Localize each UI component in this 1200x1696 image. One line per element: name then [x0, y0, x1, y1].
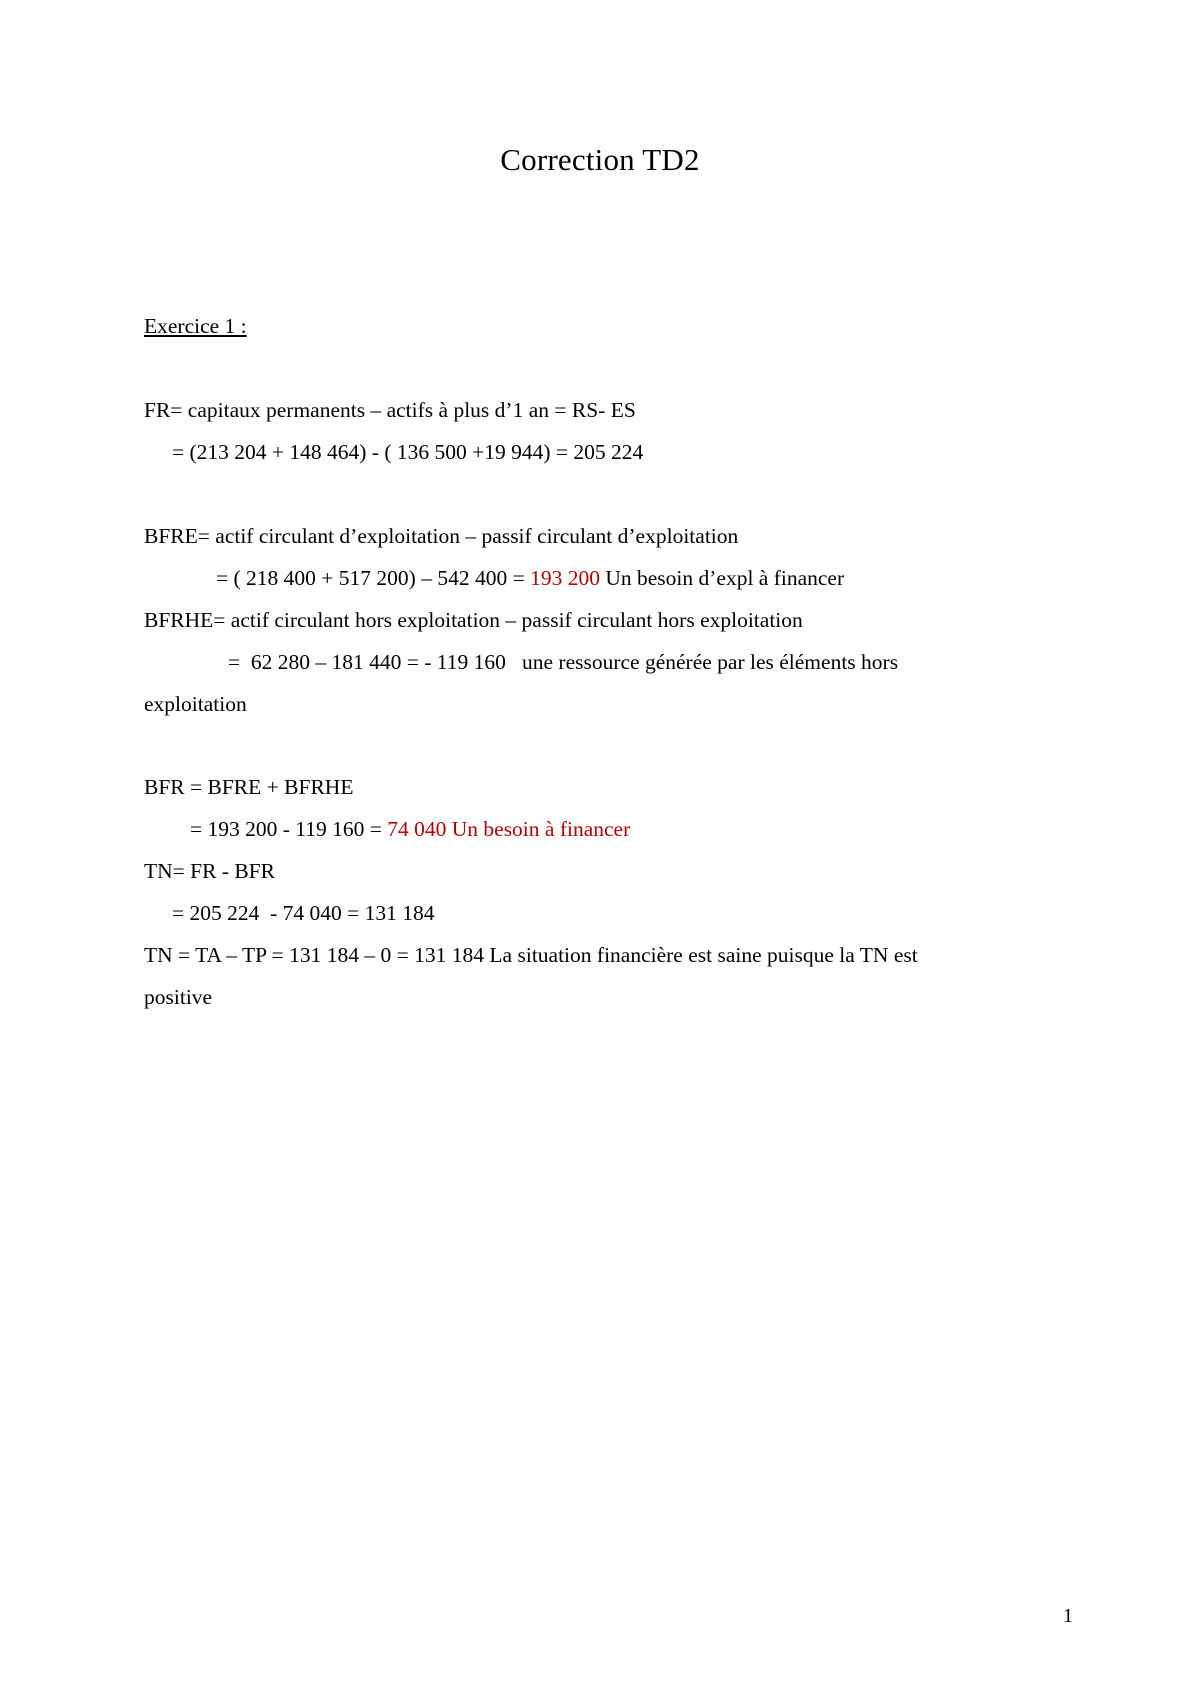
- bfr-definition: BFR = BFRE + BFRHE: [144, 775, 354, 799]
- bfrhe-calculation: = 62 280 – 181 440 = - 119 160 une ressource générée par les éléments hors: [228, 650, 899, 674]
- page-number: 1: [1063, 1605, 1073, 1627]
- tn-conclusion-continuation: positive: [144, 985, 213, 1009]
- bfre-definition: BFRE= actif circulant d’exploitation – passif circulant d’exploitation: [144, 524, 739, 548]
- bfrhe-continuation: exploitation: [144, 692, 247, 716]
- bfre-result: 193 200: [530, 566, 600, 590]
- bfr-result: 74 040 Un besoin à financer: [387, 817, 631, 841]
- fr-definition: FR= capitaux permanents – actifs à plus d’1 an = RS- ES: [144, 398, 636, 422]
- tn-definition: TN= FR - BFR: [144, 859, 276, 883]
- bfre-calculation: [216, 563, 844, 593]
- bfre-calculation-prefix: = ( 218 400 + 517 200) – 542 400 =: [216, 566, 531, 590]
- bfr-calculation: [190, 814, 630, 844]
- page-title: Correction TD2: [500, 142, 700, 177]
- tn-calculation: = 205 224 - 74 040 = 131 184: [172, 901, 435, 925]
- tn-conclusion: TN = TA – TP = 131 184 – 0 = 131 184 La situation financière est saine puisque la TN est: [144, 943, 918, 967]
- fr-calculation: = (213 204 + 148 464) - ( 136 500 +19 944) = 205 224: [172, 440, 644, 464]
- bfre-comment: Un besoin d’expl à financer: [599, 566, 845, 590]
- exercise-heading: Exercice 1 :: [144, 314, 247, 338]
- bfr-calculation-prefix: = 193 200 - 119 160 =: [190, 817, 388, 841]
- bfrhe-definition: BFRHE= actif circulant hors exploitation – passif circulant hors exploitation: [144, 608, 803, 632]
